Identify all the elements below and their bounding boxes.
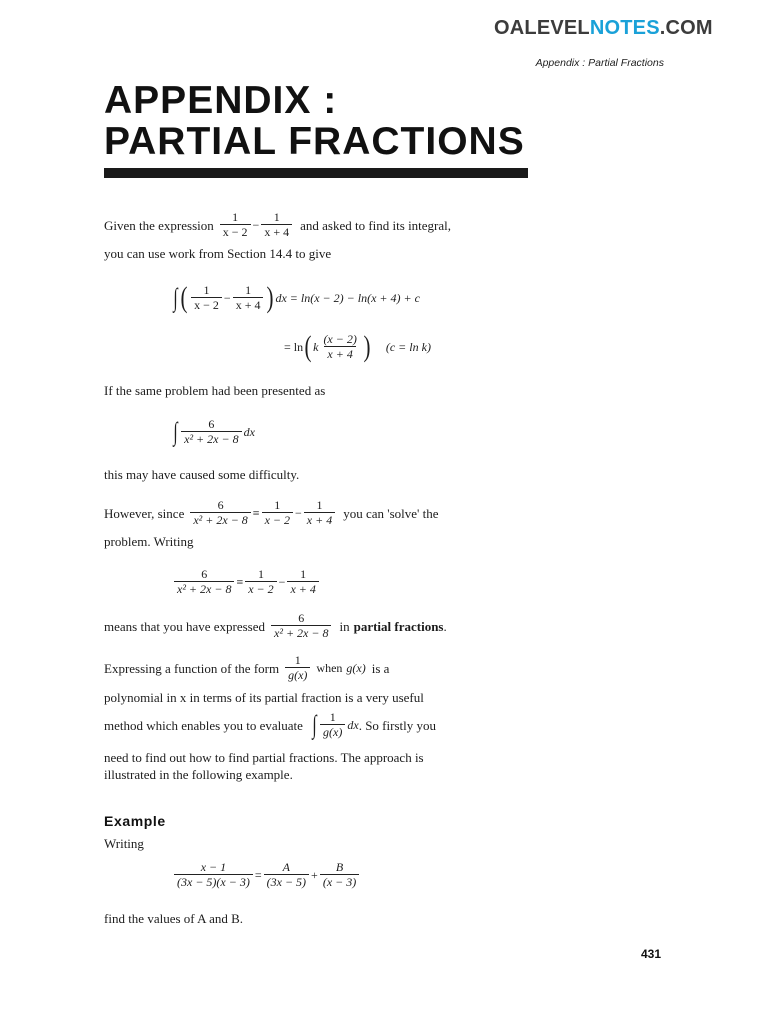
fraction-1-over-x-minus-2	[220, 211, 251, 239]
paragraph-4-line-1: However, since $\frac{6}{\text{x² + 2x − 8}}$ ≡ $\frac{1}{x - 2}$ − $\frac{1}{x + 4}$ you can 'solve' the	[104, 498, 439, 527]
fraction-x-minus-2-over-x-plus-4: $\frac{(x - 2)}{x + 4}$	[323, 332, 357, 361]
denominator: x + 4	[261, 224, 292, 239]
fraction-1-over-g-of-x: $\frac{1}{g(x)}$	[285, 654, 310, 682]
fraction-6-over-quadratic: $\frac{6}{\text{x² + 2x − 8}}$	[174, 568, 234, 596]
paragraph-6-line-4: need to find out how to find partial fractions. The approach is	[104, 750, 424, 765]
integral-six-over-quadratic: ∫ $\frac{6}{\text{x² + 2x − 8}}$ dx	[173, 417, 255, 446]
p1-start: Given the expression	[104, 217, 214, 233]
numerator: 1	[232, 210, 239, 224]
example-writing: Writing	[104, 836, 144, 851]
integral-sign: ∫	[173, 283, 178, 312]
integral-result: dx = ln(x − 2) − ln(x + 4) + c	[275, 290, 420, 305]
fraction-1-over-x-plus-4	[261, 211, 292, 239]
fraction-example-lhs: $\frac{x - 1}{(3x - 5)(x - 3)}$	[174, 861, 253, 889]
fraction-6-over-quadratic: $\frac{6}{\text{x² + 2x − 8}}$	[181, 418, 241, 446]
fraction-1-over-x-minus-2: $\frac{1}{x - 2}$	[245, 568, 276, 596]
integral-sign: ∫	[173, 417, 178, 446]
term-partial-fractions: partial fractions	[353, 618, 444, 634]
paragraph-2: If the same problem had been presented as	[104, 383, 326, 398]
numerator: 1	[273, 210, 280, 224]
page-number: 431	[641, 947, 662, 961]
paragraph-6-line-5: illustrated in the following example.	[104, 767, 293, 782]
denominator: x − 2	[220, 224, 251, 239]
integral-sign: ∫	[312, 710, 317, 739]
fraction-6-over-quadratic: $\frac{6}{\text{x² + 2x − 8}}$	[271, 612, 331, 640]
paragraph-6-line-3: method which enables you to evaluate ∫ $\frac{1}{g(x)}$ dx . So firstly you	[104, 710, 436, 739]
paragraph-1-line-1	[104, 211, 451, 239]
page-title	[104, 80, 525, 162]
paragraph-4-line-2: problem. Writing	[104, 534, 194, 549]
title-rule	[104, 168, 528, 178]
fraction-6-over-quadratic: $\frac{6}{\text{x² + 2x − 8}}$	[190, 499, 250, 527]
fraction-1-over-x-minus-2: $\frac{1}{x - 2}$	[191, 284, 222, 312]
paragraph-6-line-2: polynomial in x in terms of its partial fraction is a very useful	[104, 690, 424, 705]
minus-sign: −	[252, 217, 260, 232]
paragraph-5: means that you have expressed $\frac{6}{\text{x² + 2x − 8}}$ in partial fractions .	[104, 611, 447, 640]
paragraph-3: this may have caused some difficulty.	[104, 467, 300, 482]
p1-end: and asked to find its integral,	[300, 217, 452, 233]
fraction-1-over-x-minus-2: $\frac{1}{x - 2}$	[262, 499, 293, 527]
fraction-A: $\frac{A}{(3x - 5)}$	[264, 861, 309, 889]
fraction-1-over-g-of-x: $\frac{1}{g(x)}$	[320, 711, 345, 739]
site-logo	[494, 17, 713, 40]
fraction-1-over-x-plus-4: $\frac{1}{x + 4}$	[287, 568, 318, 596]
logo-accent: NOTES	[589, 17, 660, 39]
paragraph-6-line-1: Expressing a function of the form $\frac{1}{g(x)}$ when g(x) is a	[104, 653, 390, 682]
fraction-B: $\frac{B}{(x - 3)}$	[320, 861, 359, 889]
paragraph-1-line-2: you can use work from Section 14.4 to give	[104, 246, 332, 261]
fraction-1-over-x-plus-4: $\frac{1}{x + 4}$	[233, 284, 264, 312]
example-heading: Example	[104, 813, 166, 829]
running-head: Appendix : Partial Fractions	[535, 57, 664, 69]
title-line-1: APPENDIX :	[104, 79, 338, 122]
example-question: find the values of A and B.	[104, 911, 244, 926]
logo-suffix: .COM	[659, 17, 713, 39]
integral-equation-line-2: = ln ( k $\frac{(x - 2)}{x + 4}$ ) (c = ln k)	[284, 330, 431, 363]
logo-prefix: OALEVEL	[494, 17, 590, 39]
title-line-2: PARTIAL FRACTIONS	[104, 120, 525, 163]
fraction-1-over-x-plus-4: $\frac{1}{x + 4}$	[304, 499, 335, 527]
identity-equation: $\frac{6}{\text{x² + 2x − 8}}$ ≡ $\frac{1}{x - 2}$ − $\frac{1}{x + 4}$	[172, 568, 321, 596]
integral-equation-line-1: ∫ ( $\frac{1}{x - 2}$ − $\frac{1}{x + 4}$ ) dx = ln(x − 2) − ln(x + 4) + c	[173, 281, 420, 314]
constant-definition: (c = ln k)	[385, 339, 431, 354]
example-equation: $\frac{x - 1}{(3x - 5)(x - 3)}$ = $\frac{A}{(3x - 5)}$ + $\frac{B}{(x - 3)}$	[172, 861, 361, 889]
